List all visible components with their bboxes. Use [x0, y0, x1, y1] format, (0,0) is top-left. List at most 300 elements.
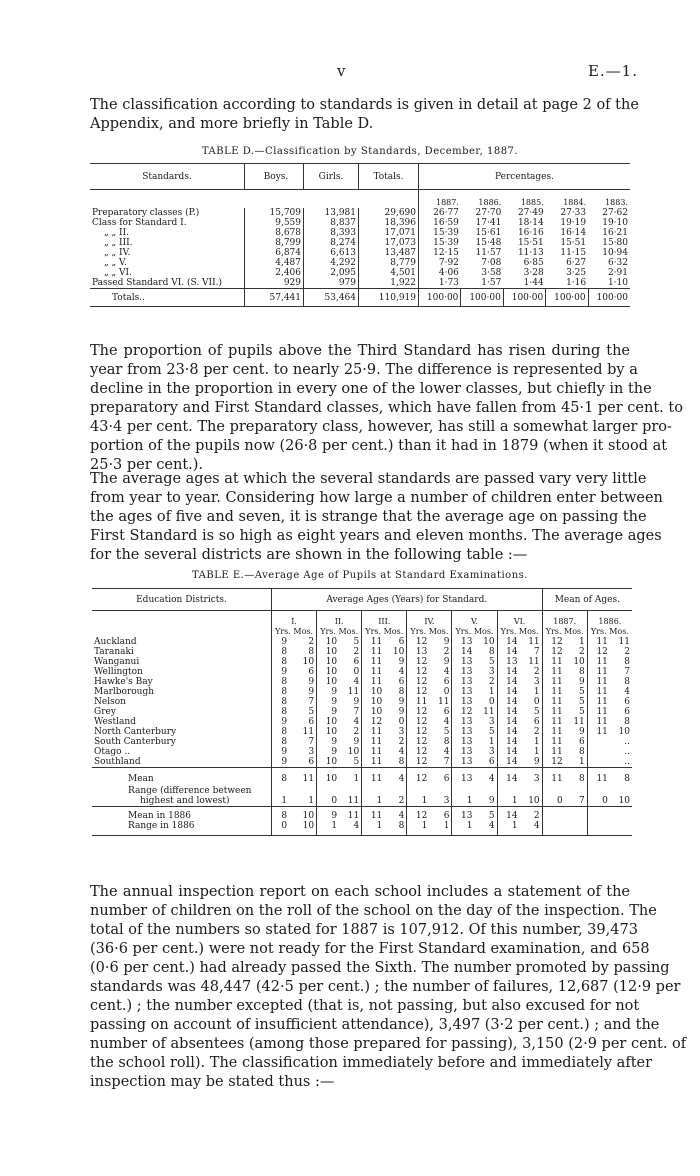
years-cell [542, 821, 565, 836]
percentage-cell: 15·39 [419, 228, 461, 238]
years-cell: 11 [542, 677, 565, 687]
months-cell: 4 [398, 747, 405, 757]
text-line: inspection may be stated thus :— [90, 1074, 335, 1090]
years-cell: 12 [407, 657, 430, 667]
district-label: Southland [94, 757, 141, 767]
months-cell: 9 [353, 697, 360, 707]
year-1883: 1883. [605, 198, 628, 207]
years-cell: 1 [407, 784, 430, 807]
years-cell [587, 757, 610, 768]
girls-cell: 2,095 [304, 268, 359, 278]
years-cell: 9 [272, 717, 290, 727]
months-cell: 2 [533, 667, 540, 677]
months-cell: 10 [302, 657, 315, 667]
ages-paragraph [90, 470, 663, 565]
standard-label: „ „ III. [104, 238, 133, 248]
table-row [90, 258, 630, 268]
totals-pct: 100·00 [503, 289, 545, 307]
text-line: standards was 48,447 (42·5 per cent.) ; the number of failures, 12,687 (12·9 per [90, 979, 681, 995]
years-cell: 12 [542, 647, 565, 657]
district-label: Range in 1886 [128, 821, 195, 831]
years-cell: 11 [407, 697, 430, 707]
months-cell: 4 [624, 687, 630, 697]
years-cell: 10 [362, 707, 385, 717]
standard-header: 1887. [542, 611, 587, 628]
col-header-standards: Standards. [142, 171, 192, 182]
text-line: number of absentees (among those prepared for passing), 3,150 (2·9 per cent. of [90, 1036, 687, 1052]
years-cell: 9 [317, 747, 340, 757]
text-line: the school roll). The classification immediately before and immediately after [90, 1055, 653, 1071]
years-cell: 8 [272, 687, 290, 697]
months-cell: 6 [624, 697, 630, 707]
months-cell: 1 [579, 757, 585, 767]
text-line: total of the numbers so stated for 1887 is 107,912. Of this number, 39,473 [90, 922, 638, 938]
months-cell: 0 [398, 717, 405, 727]
text-line: (0·6 per cent.) had already passed the Sixth. The number promoted by passing [90, 960, 670, 976]
months-cell: 6 [443, 774, 450, 784]
months-cell: 11 [437, 697, 450, 707]
months-cell: 10 [302, 811, 315, 821]
months-cell: 6 [579, 737, 585, 747]
years-cell: 14 [497, 747, 520, 757]
months-cell: 2 [308, 637, 315, 647]
months-cell: 8 [579, 747, 585, 757]
text-line: passing on account of insufficient attendance), 3,497 (3·2 per cent.) ; and the [90, 1017, 660, 1033]
years-cell: 13 [452, 657, 475, 667]
months-cell: 7 [308, 737, 315, 747]
district-label: North Canterbury [94, 727, 177, 737]
percentage-cell: 1·10 [607, 278, 628, 288]
months-cell: 1 [443, 821, 450, 831]
months-cell: 6 [308, 667, 315, 677]
months-cell: 8 [624, 657, 630, 667]
text-line: for the several districts are shown in the following table :— [90, 547, 528, 563]
years-cell: 11 [587, 657, 610, 667]
col-header-districts: Education Districts. [136, 594, 227, 605]
months-cell: 6 [353, 657, 360, 667]
months-cell: 10 [618, 727, 630, 737]
years-cell: 12 [407, 717, 430, 727]
months-cell: 1 [533, 687, 540, 697]
months-cell: 4 [398, 774, 405, 784]
year-1885: 1885. [520, 198, 544, 207]
months-cell: 2 [353, 727, 360, 737]
years-cell: 11 [362, 637, 385, 647]
years-cell: 13 [452, 637, 475, 647]
totals-label: Totals.. [112, 292, 145, 303]
months-cell: 11 [302, 774, 315, 784]
years-cell: 11 [587, 707, 610, 717]
girls-cell: 979 [304, 278, 359, 289]
years-cell: 8 [272, 697, 290, 707]
years-cell: 1 [452, 784, 475, 807]
months-cell: 11 [347, 811, 360, 821]
years-cell: 14 [497, 637, 520, 647]
months-cell: 1 [579, 637, 585, 647]
months-cell: 7 [624, 667, 630, 677]
total-cell: 17,071 [359, 228, 419, 238]
months-cell: 3 [398, 727, 405, 737]
years-cell: 1 [497, 821, 520, 836]
totals-pct: 100·00 [588, 289, 630, 307]
percentage-cell: 16·16 [517, 228, 544, 238]
years-cell: 14 [497, 727, 520, 737]
page-header [0, 62, 700, 84]
months-cell: 6 [624, 707, 630, 717]
percentage-cell: 17·41 [475, 218, 502, 228]
table-row [92, 807, 632, 822]
years-cell: 14 [497, 737, 520, 747]
months-cell: 4 [398, 811, 405, 821]
percentage-cell: 11·15 [560, 248, 587, 258]
years-cell: 13 [452, 747, 475, 757]
years-cell: 0 [272, 821, 290, 836]
percentage-cell: 27·49 [517, 208, 544, 218]
years-cell: 11 [587, 727, 610, 737]
years-cell: 1 [452, 821, 475, 836]
months-cell: 3 [488, 747, 495, 757]
months-cell: 8 [579, 667, 585, 677]
months-cell: 2 [533, 727, 540, 737]
years-cell [587, 821, 610, 836]
years-cell: 13 [407, 647, 430, 657]
months-cell: 8 [398, 687, 405, 697]
table-row [92, 697, 632, 707]
months-cell: 6 [308, 757, 315, 767]
percentage-cell: 16·14 [560, 228, 587, 238]
years-cell: 12 [407, 677, 430, 687]
text-line: First Standard is so high as eight years and eleven months. The average ages [90, 528, 662, 544]
total-cell: 18,396 [359, 218, 419, 228]
months-cell: 3 [488, 667, 495, 677]
months-cell: 3 [488, 717, 495, 727]
months-cell: 1 [488, 737, 495, 747]
years-cell: 13 [452, 677, 475, 687]
months-cell: 5 [488, 727, 495, 737]
col-header-percentages: Percentages. [419, 164, 631, 190]
percentage-cell: 6·32 [607, 258, 628, 268]
text-line: The annual inspection report on each school includes a statement of the [90, 884, 630, 900]
standard-header: II. [317, 611, 362, 628]
years-cell: 12 [407, 737, 430, 747]
district-label: South Canterbury [94, 737, 176, 747]
boys-cell: 9,559 [275, 218, 301, 228]
months-cell: .. [624, 737, 630, 747]
months-cell: 5 [488, 657, 495, 667]
years-cell: 11 [362, 657, 385, 667]
col-header-boys: Boys. [263, 171, 289, 182]
years-cell: 11 [587, 717, 610, 727]
table-row [92, 657, 632, 667]
months-cell: 2 [579, 647, 585, 657]
months-cell: 9 [579, 727, 585, 737]
years-cell: 14 [452, 647, 475, 657]
inspection-paragraph [90, 883, 687, 1092]
standard-header: I. [272, 611, 317, 628]
percentage-cell: 3·58 [481, 268, 502, 278]
months-cell: 1 [353, 774, 360, 784]
girls-cell: 8,837 [304, 218, 359, 228]
years-cell: 11 [542, 707, 565, 717]
months-cell: 11 [573, 717, 585, 727]
years-cell: 11 [542, 727, 565, 737]
standard-label: Passed Standard VI. (S. VII.) [92, 278, 223, 288]
months-cell: 2 [398, 796, 405, 806]
months-cell: 1 [533, 737, 540, 747]
unit-header: Yrs. Mos. [497, 627, 542, 637]
months-cell: 11 [483, 707, 495, 717]
years-cell: 0 [587, 784, 610, 807]
months-cell: 6 [398, 637, 405, 647]
percentage-cell: 1·16 [566, 278, 587, 288]
unit-header: Yrs. Mos. [542, 627, 587, 637]
percentage-cell: 1·73 [419, 278, 461, 289]
months-cell: 0 [353, 667, 360, 677]
years-cell: 1 [407, 821, 430, 836]
total-cell: 13,487 [359, 248, 419, 258]
col-header-average-ages: Average Ages (Years) for Standard. [272, 589, 543, 611]
months-cell: 10 [528, 796, 540, 806]
table-row [90, 248, 630, 258]
years-cell: 10 [317, 637, 340, 647]
months-cell: 10 [392, 647, 405, 657]
district-label: Mean [128, 774, 154, 784]
table-row [90, 208, 630, 218]
boys-cell: 4,487 [275, 258, 301, 268]
months-cell: 7 [443, 757, 450, 767]
standard-header: III. [362, 611, 407, 628]
months-cell: 6 [488, 757, 495, 767]
district-label: Taranaki [94, 647, 134, 657]
months-cell: 9 [398, 657, 405, 667]
years-cell: 14 [497, 667, 520, 677]
months-cell: 9 [443, 637, 450, 647]
years-cell: 11 [542, 747, 565, 757]
months-cell: 2 [353, 647, 360, 657]
months-cell: 8 [624, 677, 630, 687]
percentage-cell: 27·70 [475, 208, 502, 218]
text-line: from year to year. Considering how large a number of children enter between [90, 490, 663, 506]
years-cell: 12 [407, 637, 430, 647]
years-cell: 10 [317, 717, 340, 727]
years-cell: 13 [452, 697, 475, 707]
unit-header: Yrs. Mos. [272, 627, 317, 637]
percentage-cell: 15·61 [475, 228, 502, 238]
years-cell: 13 [452, 667, 475, 677]
percentage-cell: 27·62 [602, 208, 628, 218]
intro-paragraph [90, 96, 639, 134]
standard-header: VI. [497, 611, 542, 628]
percentage-cell: 26·77 [419, 208, 461, 218]
months-cell: 5 [443, 727, 450, 737]
years-cell: 14 [497, 697, 520, 707]
years-cell [587, 747, 610, 757]
years-cell: 13 [452, 727, 475, 737]
girls-cell: 8,274 [304, 238, 359, 248]
years-cell: 11 [362, 757, 385, 768]
years-cell: 8 [272, 807, 290, 822]
years-cell: 12 [362, 717, 385, 727]
years-cell: 11 [542, 667, 565, 677]
months-cell: 8 [488, 647, 495, 657]
years-cell: 13 [497, 657, 520, 667]
years-cell: 8 [272, 737, 290, 747]
text-line: 25·3 per cent.). [90, 457, 204, 473]
months-cell: 6 [443, 677, 450, 687]
years-cell: 11 [362, 677, 385, 687]
percentage-cell: 11·57 [475, 248, 502, 258]
total-cell: 29,690 [359, 208, 419, 218]
years-cell: 13 [452, 768, 475, 785]
percentage-cell: 19·19 [560, 218, 587, 228]
table-row [92, 747, 632, 757]
text-line: preparatory and First Standard classes, which have fallen from 45·1 per cent. to [90, 400, 683, 416]
years-cell: 14 [497, 687, 520, 697]
years-cell: 1 [497, 784, 520, 807]
text-line: year from 23·8 per cent. to nearly 25·9. The difference is represented by a [90, 362, 638, 378]
months-cell: 2 [398, 737, 405, 747]
total-cell: 8,779 [359, 258, 419, 268]
months-cell: 8 [443, 737, 450, 747]
years-cell: 1 [317, 821, 340, 836]
months-cell: 5 [308, 707, 315, 717]
percentage-cell: 6·27 [566, 258, 587, 268]
percentage-cell: 7·92 [419, 258, 461, 268]
months-cell: 4 [398, 667, 405, 677]
months-cell: 9 [308, 687, 315, 697]
percentage-cell: 7·08 [481, 258, 502, 268]
years-cell: 14 [497, 717, 520, 727]
totals-total: 110,919 [359, 289, 419, 307]
years-cell: 12 [407, 667, 430, 677]
years-cell: 11 [542, 737, 565, 747]
proportion-paragraph [90, 342, 683, 475]
percentage-cell: 15·48 [475, 238, 502, 248]
table-row [92, 637, 632, 647]
years-cell: 12 [407, 807, 430, 822]
years-cell: 14 [497, 707, 520, 717]
months-cell [565, 821, 588, 836]
district-label: Grey [94, 707, 116, 717]
unit-header: Yrs. Mos. [317, 627, 362, 637]
years-cell: 9 [317, 687, 340, 697]
percentage-cell: 4·06 [419, 268, 461, 278]
months-cell: 10 [347, 747, 360, 757]
years-cell [542, 807, 565, 822]
years-cell: 12 [452, 707, 475, 717]
range-label [92, 784, 272, 807]
years-cell: 10 [317, 667, 340, 677]
months-cell: 2 [488, 677, 495, 687]
months-cell: 6 [308, 717, 315, 727]
girls-cell: 8,393 [304, 228, 359, 238]
district-label: Marlborough [94, 687, 155, 697]
years-cell: 13 [452, 757, 475, 768]
years-cell: 10 [317, 677, 340, 687]
years-cell: 9 [317, 697, 340, 707]
table-d-caption: TABLE D.—Classification by Standards, December, 1887. [201, 146, 519, 157]
percentage-cell: 12·15 [419, 248, 461, 258]
years-cell: 9 [317, 807, 340, 822]
months-cell: 3 [443, 796, 450, 806]
months-cell [610, 821, 632, 836]
months-cell: 4 [533, 821, 540, 831]
district-label: Wellington [94, 667, 143, 677]
text-line: The average ages at which the several standards are passed vary very little [90, 471, 647, 487]
district-label: Range (difference between [128, 786, 252, 796]
months-cell: 0 [488, 697, 495, 707]
table-row [90, 278, 630, 289]
months-cell: 10 [483, 637, 495, 647]
year-1884: 1884. [563, 198, 587, 207]
months-cell: .. [624, 747, 630, 757]
months-cell: 9 [579, 677, 585, 687]
standard-label: Preparatory classes (P.) [92, 208, 200, 218]
months-cell: 5 [579, 697, 585, 707]
months-cell: 4 [443, 717, 450, 727]
year-1886: 1886. [478, 198, 502, 207]
totals-pct: 100·00 [461, 289, 503, 307]
months-cell: 1 [308, 796, 315, 806]
years-cell: 13 [452, 687, 475, 697]
years-cell: 0 [317, 784, 340, 807]
table-e [92, 588, 632, 836]
girls-cell: 13,981 [304, 208, 359, 218]
total-cell: 4,501 [359, 268, 419, 278]
totals-girls: 53,464 [304, 289, 359, 307]
years-cell: 11 [587, 697, 610, 707]
months-cell: 3 [533, 677, 540, 687]
percentage-cell: 15·39 [419, 238, 461, 248]
table-row [90, 238, 630, 248]
years-cell [587, 807, 610, 822]
percentage-cell: 3·28 [523, 268, 544, 278]
years-cell: 14 [497, 647, 520, 657]
years-cell: 10 [317, 647, 340, 657]
years-cell: 11 [542, 657, 565, 667]
district-label: Mean in 1886 [128, 811, 192, 821]
standard-header: IV. [407, 611, 452, 628]
years-cell: 12 [407, 687, 430, 697]
girls-cell: 6,613 [304, 248, 359, 258]
months-cell: 8 [398, 757, 405, 767]
months-cell: 7 [533, 647, 540, 657]
months-cell: 4 [353, 821, 360, 831]
table-row [92, 768, 632, 785]
district-label: Auckland [94, 637, 137, 647]
percentage-cell: 15·51 [560, 238, 587, 248]
unit-header: Yrs. Mos. [587, 627, 632, 637]
standard-label: „ „ IV. [104, 248, 131, 258]
months-cell: 8 [308, 647, 315, 657]
months-cell: 11 [528, 657, 540, 667]
months-cell: 8 [624, 774, 630, 784]
percentage-cell: 18·14 [517, 218, 544, 228]
months-cell: 9 [308, 677, 315, 687]
years-cell: 10 [317, 657, 340, 667]
district-label: Wanganui [94, 657, 140, 667]
months-cell: 4 [353, 677, 360, 687]
months-cell: 1 [488, 687, 495, 697]
years-cell: 1 [272, 784, 290, 807]
months-cell: 7 [353, 707, 360, 717]
months-cell: 10 [618, 796, 630, 806]
months-cell: 5 [533, 707, 540, 717]
page-number: v [337, 62, 346, 80]
years-cell [587, 737, 610, 747]
district-label: highest and lowest) [140, 796, 230, 806]
years-cell: 14 [497, 757, 520, 768]
